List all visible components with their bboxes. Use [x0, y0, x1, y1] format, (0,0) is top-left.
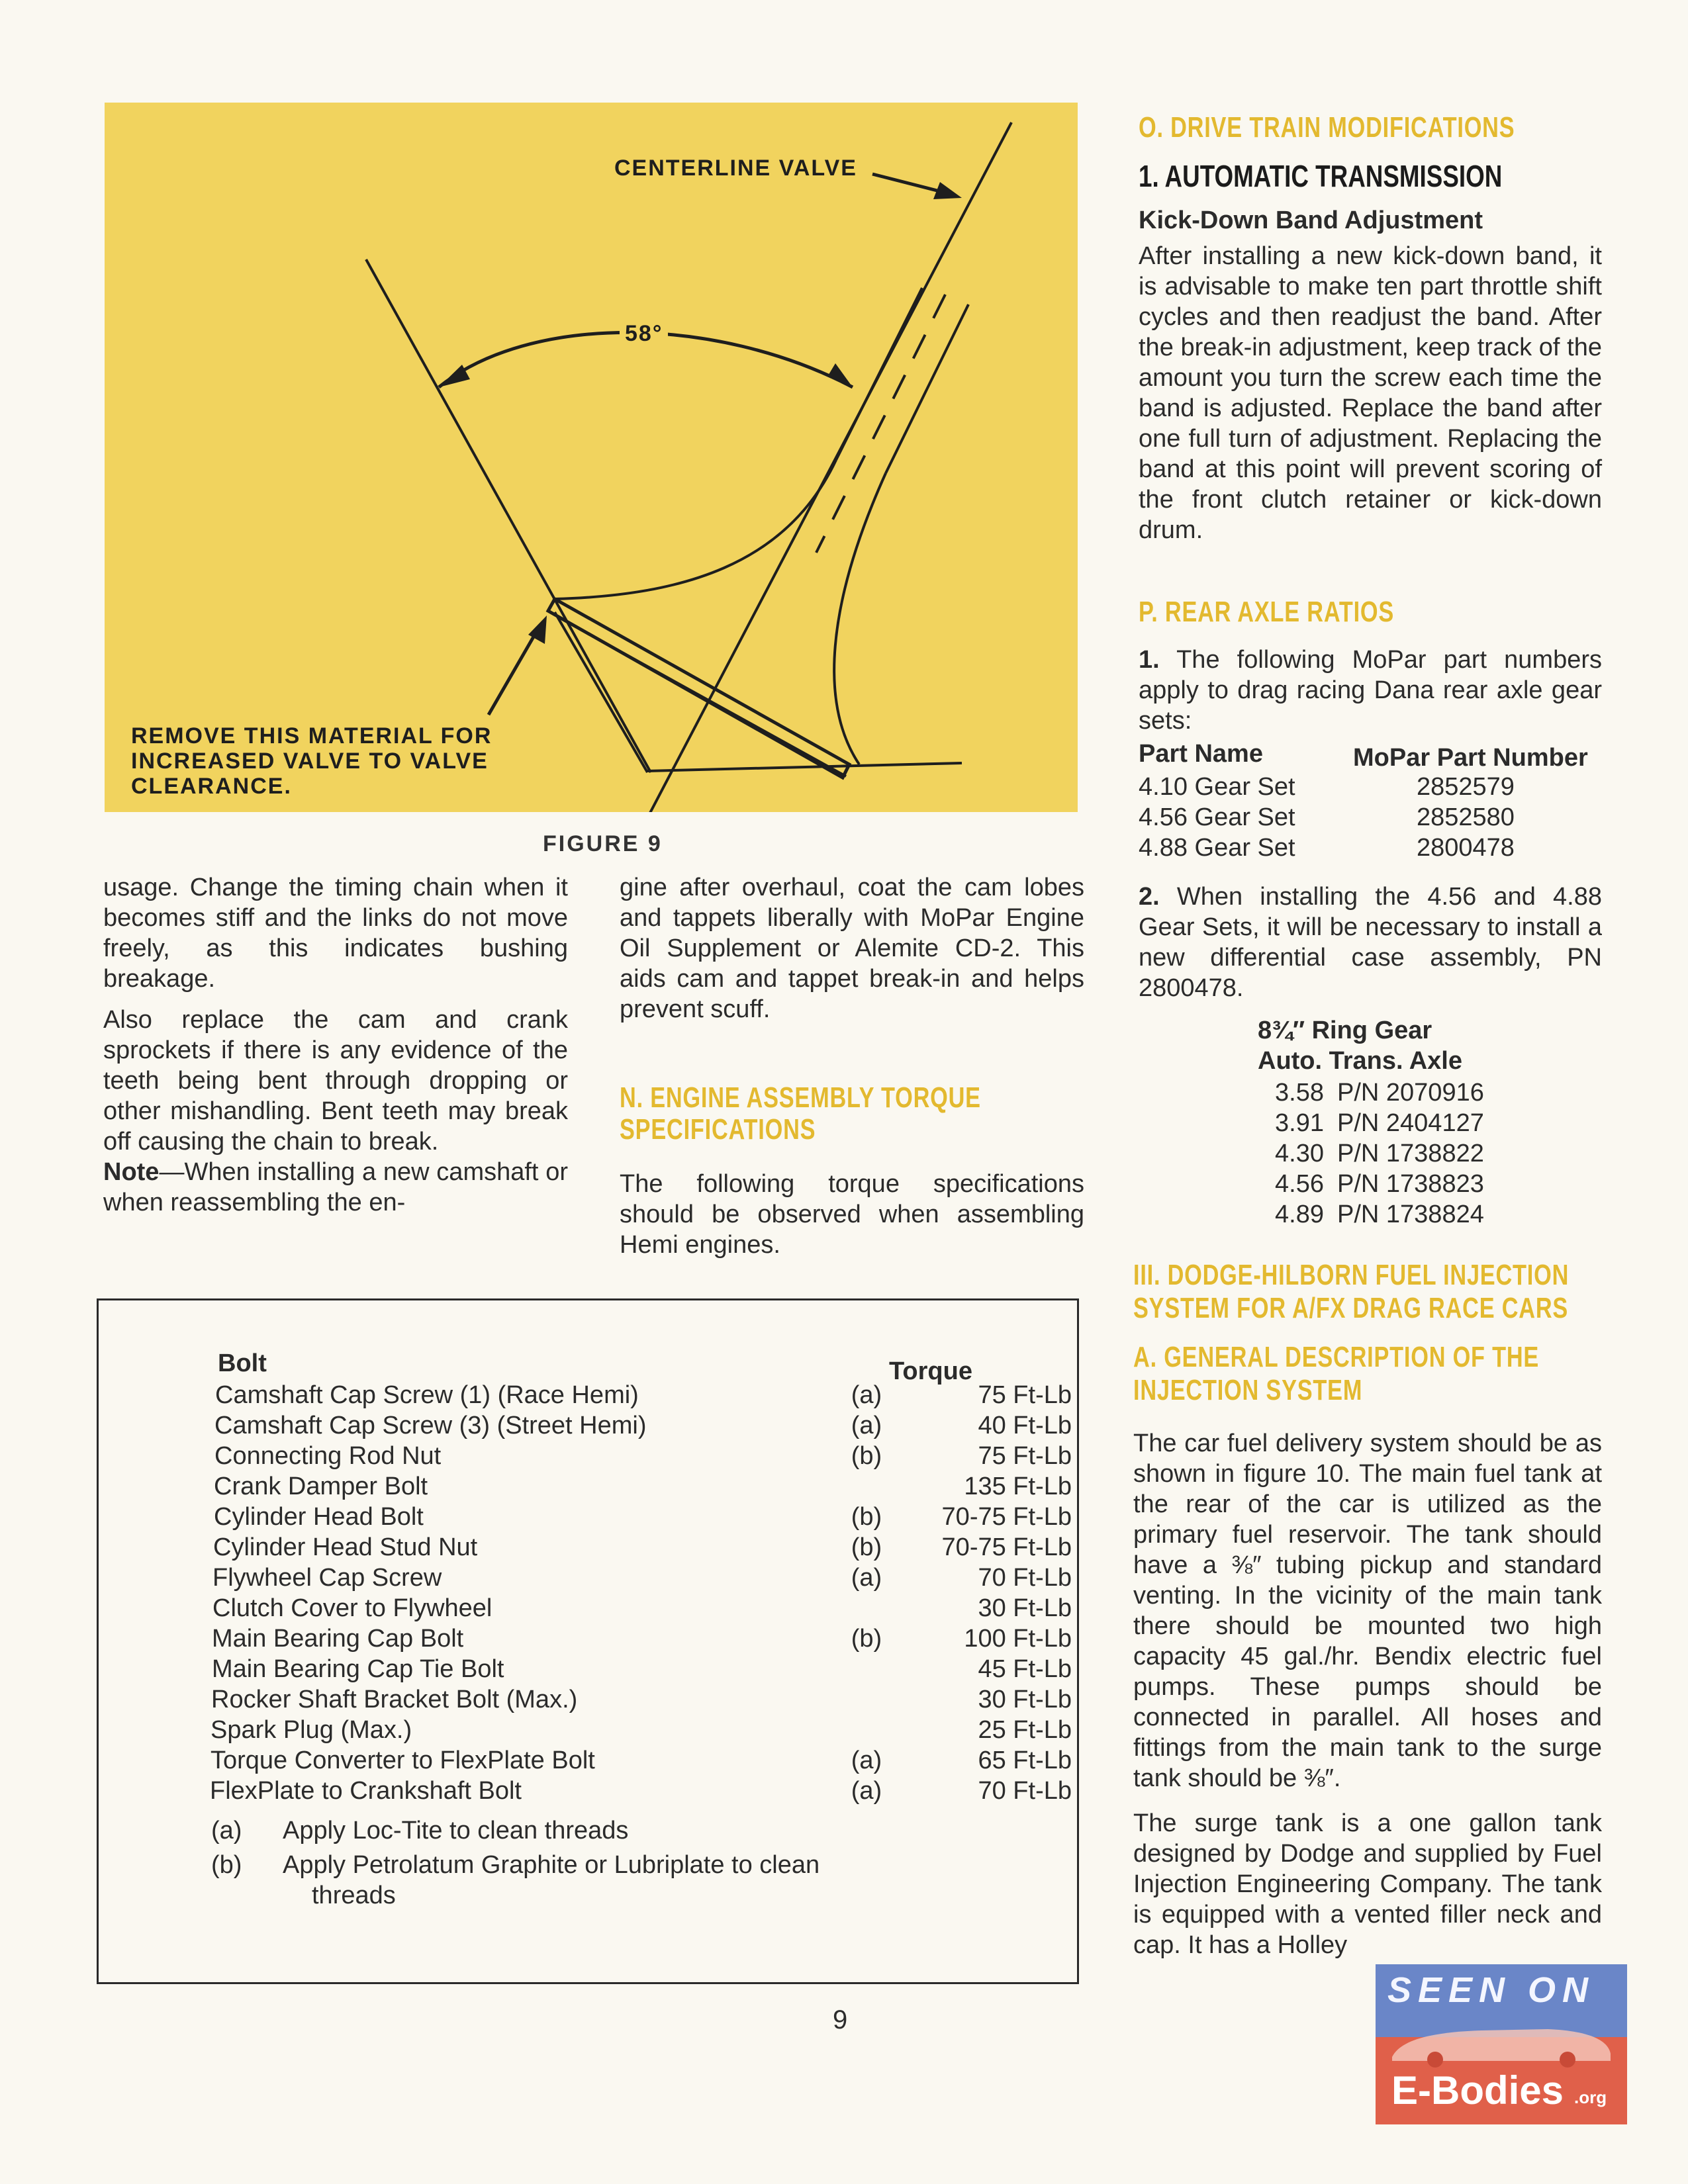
gear-part-number: P/N 1738824: [1337, 1201, 1484, 1228]
heading-n-line-1: N. ENGINE ASSEMBLY TORQUE: [620, 1081, 981, 1114]
note-text: —When installing a new camshaft or when reassembling the en-: [103, 1158, 568, 1216]
footnote-b-text-2: threads: [312, 1882, 396, 1909]
subhead-kick-down: Kick-Down Band Adjustment: [1139, 206, 1483, 234]
torque-row-bolt: Cylinder Head Bolt: [214, 1503, 424, 1531]
gear-part-number: P/N 1738823: [1337, 1170, 1484, 1198]
torque-row-bolt: Clutch Cover to Flywheel: [212, 1594, 492, 1622]
axle-item-text: The following MoPar part numbers apply to drag racing Dana rear axle gear sets:: [1139, 646, 1602, 735]
diagram-centerline: [641, 122, 1011, 812]
ring-gear-title: 8¾″ Ring Gear: [1258, 1017, 1432, 1044]
gear-part-number: P/N 2404127: [1337, 1109, 1484, 1137]
seat-angle-line: [555, 612, 647, 772]
torque-row: [99, 1684, 1081, 1715]
paragraph-note: [103, 1157, 568, 1218]
footnote-b-key: (b): [211, 1851, 242, 1879]
torque-row: [99, 1745, 1081, 1776]
logo-ebodies-text: E-Bodies: [1391, 2068, 1564, 2113]
torque-row-note: (b): [851, 1503, 882, 1531]
car-silhouette-icon: [1389, 2017, 1614, 2070]
torque-row-value: 30 Ft-Lb: [978, 1686, 1072, 1713]
paragraph-torque-intro: The following torque specifications should be observed when assembling Hemi engines.: [620, 1170, 1084, 1259]
torque-row-note: (a): [851, 1777, 882, 1805]
parts-row: [1139, 802, 1602, 833]
part-name: 4.10 Gear Set: [1139, 773, 1295, 801]
parts-col-name: Part Name: [1139, 740, 1263, 768]
gear-ratio: 3.91: [1275, 1109, 1324, 1137]
ring-gear-table: [1244, 1077, 1575, 1236]
torque-row: [99, 1380, 1081, 1410]
paragraph-cam-lobes: gine after overhaul, coat the cam lobes and tappets liberally with MoPar Engine Oil Supplement or Alemite CD-2. This aids cam and tappet break-in and helps prevent scuff.: [620, 874, 1084, 1023]
remove-material-label-3: CLEARANCE.: [131, 774, 292, 799]
gear-part-number: P/N 2070916: [1337, 1079, 1484, 1107]
torque-row: [99, 1715, 1081, 1745]
ring-gear-row: [1244, 1199, 1575, 1230]
torque-row-bolt: Main Bearing Cap Bolt: [212, 1625, 464, 1653]
angle-label: 58°: [620, 321, 668, 346]
parts-col-number: MoPar Part Number: [1353, 744, 1588, 772]
torque-row-value: 45 Ft-Lb: [978, 1655, 1072, 1683]
gear-ratio: 4.30: [1275, 1140, 1324, 1167]
torque-row-bolt: Spark Plug (Max.): [211, 1716, 412, 1744]
kick-down-text-block: [1139, 241, 1602, 545]
ring-gear-row: [1244, 1108, 1575, 1138]
paragraph-differential: [1139, 882, 1602, 1003]
torque-row-value: 25 Ft-Lb: [978, 1716, 1072, 1744]
ring-gear-row: [1244, 1077, 1575, 1108]
torque-row-note: (a): [851, 1747, 882, 1774]
diff-text-block: [1139, 882, 1602, 1003]
diagram-dashed-line: [816, 295, 945, 553]
middle-column-lower: [620, 1169, 1084, 1260]
heading-iii-line-2: SYSTEM FOR A/FX DRAG RACE CARS: [1133, 1292, 1569, 1324]
torque-row: [99, 1502, 1081, 1532]
torque-row-value: 70-75 Ft-Lb: [941, 1503, 1072, 1531]
left-column: [103, 872, 568, 1218]
valve-stem-line-1: [836, 288, 922, 460]
gear-ratio: 4.56: [1275, 1170, 1324, 1198]
torque-row-bolt: Rocker Shaft Bracket Bolt (Max.): [211, 1686, 578, 1713]
torque-row-value: 75 Ft-Lb: [978, 1442, 1072, 1470]
heading-o: O. DRIVE TRAIN MODIFICATIONS: [1139, 111, 1515, 144]
torque-row: [99, 1563, 1081, 1593]
part-number: 2800478: [1417, 834, 1515, 862]
valve-head-curve-right: [834, 473, 886, 764]
axle-text-block: [1139, 645, 1602, 736]
heading-a-line-2: INJECTION SYSTEM: [1133, 1374, 1363, 1406]
ring-gear-subtitle: Auto. Trans. Axle: [1258, 1047, 1462, 1075]
torque-row-note: (a): [851, 1564, 882, 1592]
gear-ratio: 4.89: [1275, 1201, 1324, 1228]
torque-row-value: 70 Ft-Lb: [978, 1777, 1072, 1805]
diagram-line-left: [366, 259, 651, 772]
paragraph-surge-tank: The surge tank is a one gallon tank designed by Dodge and supplied by Fuel Injection Engineering Company. The tank is equipped with a vented filler neck and cap. It has a Holley: [1133, 1809, 1602, 1959]
part-name: 4.56 Gear Set: [1139, 803, 1295, 831]
torque-row-value: 135 Ft-Lb: [964, 1473, 1072, 1500]
centerline-valve-label: CENTERLINE VALVE: [614, 156, 857, 181]
gear-ratio: 3.58: [1275, 1079, 1324, 1107]
part-number: 2852580: [1417, 803, 1515, 831]
heading-a-line-1: A. GENERAL DESCRIPTION OF THE: [1133, 1341, 1540, 1373]
torque-row-bolt: Torque Converter to FlexPlate Bolt: [211, 1747, 595, 1774]
heading-n-line-2: SPECIFICATIONS: [620, 1113, 816, 1146]
fuel-text-block: [1133, 1428, 1602, 1960]
valve-head-curve-left: [555, 460, 836, 599]
torque-row-bolt: Connecting Rod Nut: [214, 1442, 442, 1470]
valve-clearance-diagram: [105, 103, 1078, 812]
heading-iii-line-1: III. DODGE-HILBORN FUEL INJECTION: [1133, 1259, 1570, 1291]
angle-arrow-right: [827, 363, 853, 387]
part-number: 2852579: [1417, 773, 1515, 801]
paragraph-axle: [1139, 645, 1602, 736]
parts-row: [1139, 772, 1602, 802]
torque-row-note: (a): [851, 1412, 882, 1439]
seen-on-ebodies-logo: [1376, 1964, 1627, 2124]
paragraph-sprockets: Also replace the cam and crank sprockets if there is any evidence of the teeth being bent through dropping or other mishandling. Bent teeth may break off causing the chain to break.: [103, 1006, 568, 1156]
remove-material-label-1: REMOVE THIS MATERIAL FOR: [131, 723, 492, 749]
torque-row: [99, 1776, 1081, 1806]
page-number: 9: [833, 2005, 848, 2034]
seat-line: [647, 763, 962, 771]
figure-caption: FIGURE 9: [543, 831, 663, 856]
torque-row-note: (b): [851, 1625, 882, 1653]
torque-row-value: 70 Ft-Lb: [978, 1564, 1072, 1592]
figure-9-diagram: [105, 103, 1078, 812]
torque-row-value: 30 Ft-Lb: [978, 1594, 1072, 1622]
torque-row-bolt: Flywheel Cap Screw: [212, 1564, 442, 1592]
heading-automatic-transmission: 1. AUTOMATIC TRANSMISSION: [1139, 159, 1503, 193]
torque-row-note: (b): [851, 1533, 882, 1561]
torque-row-value: 65 Ft-Lb: [978, 1747, 1072, 1774]
footnote-a-key: (a): [211, 1817, 242, 1844]
remove-material-arrow: [489, 629, 538, 715]
torque-row: [99, 1441, 1081, 1471]
torque-row-value: 40 Ft-Lb: [978, 1412, 1072, 1439]
axle-item-number: 1.: [1139, 646, 1160, 674]
parts-table: [1139, 772, 1602, 864]
paragraph-fuel-delivery: The car fuel delivery system should be as shown in figure 10. The main fuel tank at the rear of the car is utilized as the primary fuel reservoir. The tank should have a ⅜″ tubing pickup and standard venting. In the vicinity of the main tank there should be mounted two high capacity 45 gal./hr. Bendix electric fuel pumps. These pumps should be connected in parallel. All hoses and fittings from the main tank to the surge tank should be ⅜″.: [1133, 1430, 1602, 1792]
torque-row-value: 75 Ft-Lb: [978, 1381, 1072, 1409]
torque-row: [99, 1654, 1081, 1684]
ring-gear-row: [1244, 1138, 1575, 1169]
col-header-torque: Torque: [889, 1357, 972, 1385]
gear-part-number: P/N 1738822: [1337, 1140, 1484, 1167]
footnote-b-text: Apply Petrolatum Graphite or Lubriplate to clean: [283, 1851, 820, 1879]
torque-row-bolt: Crank Damper Bolt: [214, 1473, 428, 1500]
diff-item-number: 2.: [1139, 883, 1160, 911]
paragraph-kick-down: After installing a new kick-down band, it is advisable to make ten part throttle shift cycles and then readjust the band. After the break-in adjustment, keep track of the amount you turn the screw each time the band is adjusted. Replace the band after one full turn of adjustment. Replacing the band at this point will prevent scoring of the front clutch retainer or kick-down drum.: [1139, 242, 1602, 544]
torque-specifications-box: [97, 1298, 1079, 1984]
remove-material-label-2: INCREASED VALVE TO VALVE: [131, 749, 489, 774]
torque-row-bolt: FlexPlate to Crankshaft Bolt: [210, 1777, 522, 1805]
valve-face: [548, 599, 849, 778]
ring-gear-row: [1244, 1169, 1575, 1199]
torque-row: [99, 1593, 1081, 1623]
part-name: 4.88 Gear Set: [1139, 834, 1295, 862]
col-header-bolt: Bolt: [218, 1349, 267, 1377]
torque-row-bolt: Camshaft Cap Screw (3) (Street Hemi): [214, 1412, 647, 1439]
torque-row: [99, 1623, 1081, 1654]
middle-column: [620, 872, 1084, 1024]
torque-row: [99, 1532, 1081, 1563]
torque-row-value: 70-75 Ft-Lb: [941, 1533, 1072, 1561]
footnote-a-text: Apply Loc-Tite to clean threads: [283, 1817, 629, 1844]
parts-row: [1139, 833, 1602, 863]
paragraph-timing-chain: usage. Change the timing chain when it becomes stiff and the links do not move freely, as this indicates bushing breakage.: [103, 874, 568, 993]
torque-row-bolt: Camshaft Cap Screw (1) (Race Hemi): [215, 1381, 639, 1409]
torque-row: [99, 1471, 1081, 1502]
diff-item-text: When installing the 4.56 and 4.88 Gear Sets, it will be necessary to install a new differential case assembly, PN 2800478.: [1139, 883, 1602, 1002]
note-label: Note: [103, 1158, 160, 1186]
torque-row: [99, 1410, 1081, 1441]
logo-seen-on-text: SEEN ON: [1387, 1970, 1595, 2010]
logo-org-text: .org: [1574, 2087, 1607, 2107]
heading-p: P. REAR AXLE RATIOS: [1139, 596, 1395, 628]
torque-row-value: 100 Ft-Lb: [964, 1625, 1072, 1653]
torque-row-bolt: Cylinder Head Stud Nut: [213, 1533, 478, 1561]
torque-row-note: (b): [851, 1442, 882, 1470]
torque-row-bolt: Main Bearing Cap Tie Bolt: [212, 1655, 504, 1683]
torque-row-note: (a): [851, 1381, 882, 1409]
